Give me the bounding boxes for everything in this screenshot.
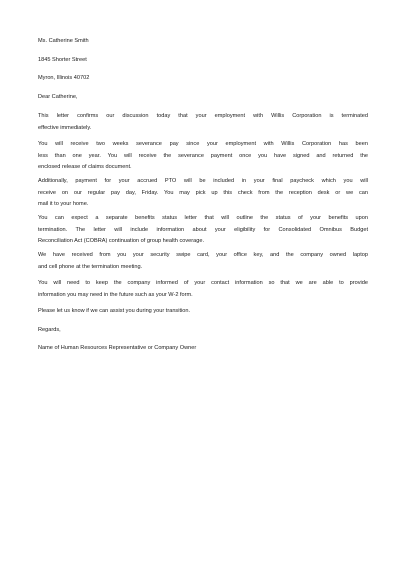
closing: Regards, [38, 327, 61, 333]
recipient-city-state-zip: Myron, Illinois 40702 [38, 75, 90, 81]
paragraph-line: Reconciliation Act (COBRA) continuation of group health coverage. [38, 238, 205, 244]
recipient-name: Ms. Catherine Smith [38, 38, 89, 44]
paragraph-severance [38, 139, 368, 174]
closing-request: Please let us know if we can assist you during your transition. [38, 308, 191, 314]
paragraph-line: You will need to keep the company informed of your contact information so that we are able to provide [38, 280, 368, 286]
paragraph-pto [38, 176, 368, 211]
signature-line: Name of Human Resources Representative or Company Owner [38, 345, 197, 351]
paragraph-line: receive on our regular pay day, Friday. You may pick up this check from the reception desk or we can [38, 189, 368, 196]
paragraph-line: effective immediately. [38, 124, 92, 131]
paragraph-line: mail it to your home. [38, 201, 89, 207]
paragraph-line: and cell phone at the termination meeting. [38, 263, 143, 270]
paragraph-termination [38, 111, 368, 134]
paragraph-line: This letter confirms our discussion today that your employment with Willis Corporation is terminated [38, 113, 368, 119]
paragraph-line: You will receive two weeks severance pay since your employment with Willis Corporation has been [38, 141, 368, 147]
paragraph-line: You can expect a separate benefits status letter that will outline the status of your benefits upon [38, 215, 368, 221]
paragraph-line: We have received from you your security swipe card, your office key, and the company owned laptop [38, 252, 368, 258]
paragraph-line: information you may need in the future such as your W-2 form. [38, 291, 193, 298]
paragraph-line: Additionally, payment for your accrued PTO will be included in your final paycheck which you will [38, 178, 368, 184]
recipient-street: 1845 Shorter Street [38, 57, 87, 63]
paragraph-line: less than one year. You will receive the severance payment once you have signed and returned the [38, 152, 368, 159]
paragraph-line: termination. The letter will include information about your eligibility for Consolidated Omnibus Budget [38, 226, 368, 233]
salutation: Dear Catherine, [38, 94, 78, 100]
paragraph-company-property [38, 250, 368, 273]
paragraph-contact-info [38, 278, 368, 301]
paragraph-benefits [38, 213, 368, 248]
paragraph-line: enclosed release of claims document. [38, 164, 132, 170]
